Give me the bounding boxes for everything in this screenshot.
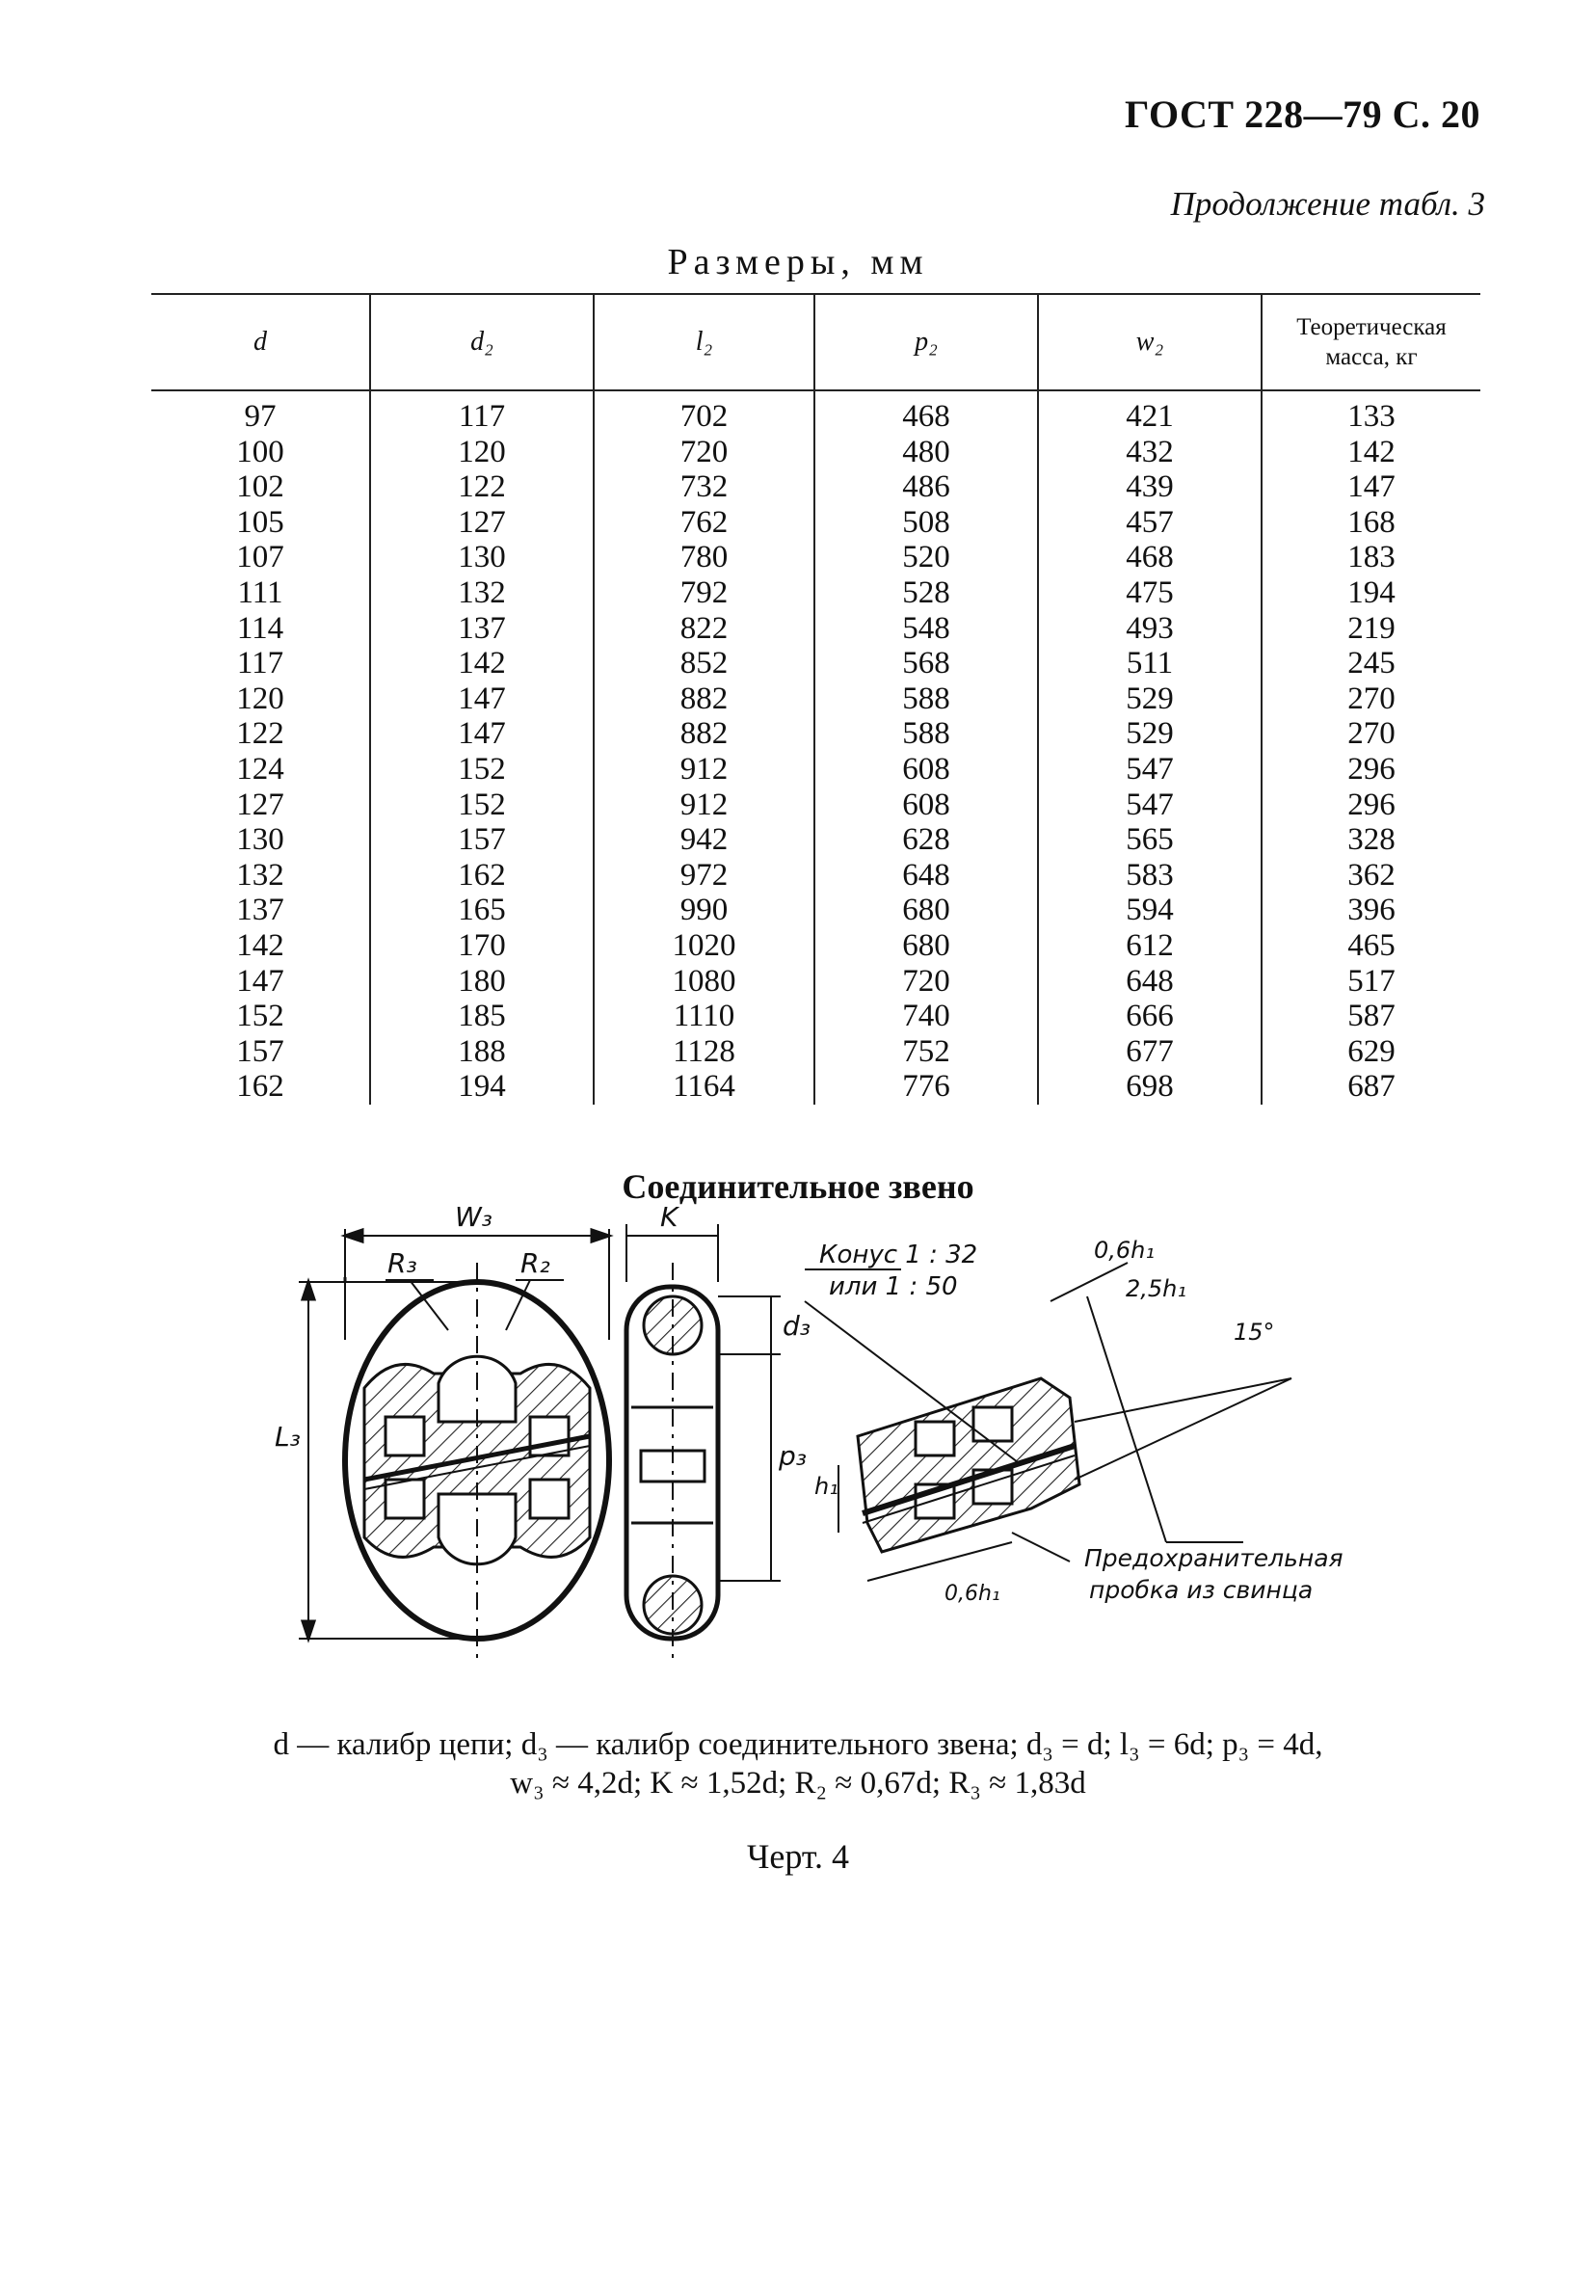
table-cell: 122 (236, 716, 284, 752)
table-cell: 583 (1038, 858, 1262, 894)
table-row (151, 858, 1480, 894)
table-cell: 680 (814, 893, 1038, 928)
table-row (151, 893, 1480, 928)
column-header-p2: p₂ (814, 294, 1038, 390)
table-cell: 130 (370, 540, 594, 575)
table-cell: 912 (594, 788, 814, 823)
table-row (151, 716, 1480, 752)
table-caption: Размеры, мм (667, 242, 929, 282)
label-06h1-bottom: 0,6h₁ (944, 1582, 1000, 1606)
table-cell: 612 (1038, 928, 1262, 964)
table-cell: 296 (1262, 788, 1480, 823)
table-cell: 882 (594, 681, 814, 717)
table-cell: 529 (1038, 716, 1262, 752)
column-header-mass: Теоретическая масса, кг (1262, 294, 1480, 390)
table-cell: 133 (1262, 390, 1480, 435)
table-cell: 608 (814, 752, 1038, 788)
table-cell: 362 (1262, 858, 1480, 894)
table-cell: 421 (1038, 390, 1262, 435)
table-cell: 608 (814, 788, 1038, 823)
table-cell: 142 (236, 927, 284, 963)
table-cell: 822 (594, 611, 814, 647)
table-cell: 1080 (594, 964, 814, 1000)
table-cell: 100 (236, 434, 284, 469)
table-cell: 107 (236, 540, 284, 575)
table-cell: 122 (370, 469, 594, 505)
table-cell: 972 (594, 858, 814, 894)
table-cell: 439 (1038, 469, 1262, 505)
table-cell: 152 (370, 752, 594, 788)
table-cell: 130 (236, 822, 284, 858)
table-cell: 1128 (594, 1034, 814, 1070)
table-row (151, 469, 1480, 505)
table-cell: 157 (236, 1033, 284, 1069)
table-cell: 882 (594, 716, 814, 752)
table-cell: 180 (370, 964, 594, 1000)
table-cell: 680 (814, 928, 1038, 964)
label-r3: R₃ (387, 1247, 417, 1279)
table-cell: 780 (594, 540, 814, 575)
table-row (151, 540, 1480, 575)
label-plug-line2: пробка из свинца (1089, 1576, 1314, 1604)
table-cell: 105 (236, 504, 284, 540)
label-w3: W₃ (455, 1201, 492, 1233)
figure-caption (0, 1725, 1596, 1802)
table-cell: 396 (1262, 893, 1480, 928)
table-header-row (151, 294, 1480, 390)
column-header-d2: d₂ (370, 294, 594, 390)
table-cell: 547 (1038, 788, 1262, 823)
table-cell: 147 (370, 681, 594, 717)
label-25h1: 2,5h₁ (1126, 1275, 1186, 1302)
table-cell: 127 (236, 787, 284, 822)
table-cell: 168 (1262, 505, 1480, 541)
table-cell: 588 (814, 681, 1038, 717)
table-row (151, 681, 1480, 717)
label-l3: L₃ (275, 1421, 301, 1453)
table-row (151, 575, 1480, 611)
document-code: ГОСТ 228—79 С. 20 (1124, 93, 1480, 136)
table-cell: 852 (594, 646, 814, 681)
table-cell: 432 (1038, 435, 1262, 470)
label-d3: d₃ (783, 1310, 811, 1342)
table-cell: 120 (370, 435, 594, 470)
table-cell: 529 (1038, 681, 1262, 717)
table-cell: 720 (594, 435, 814, 470)
table-cell: 1020 (594, 928, 814, 964)
label-plug-line1: Предохранительная (1084, 1544, 1343, 1572)
table-cell: 132 (236, 857, 284, 893)
table-cell: 270 (1262, 716, 1480, 752)
label-angle: 15° (1234, 1319, 1275, 1346)
table-row (151, 1069, 1480, 1105)
table-cell: 648 (814, 858, 1038, 894)
table-cell: 124 (236, 751, 284, 787)
table-cell: 468 (1038, 540, 1262, 575)
table-cell: 493 (1038, 611, 1262, 647)
table-row (151, 752, 1480, 788)
table-cell: 465 (1262, 928, 1480, 964)
table-cell: 508 (814, 505, 1038, 541)
table-cell: 990 (594, 893, 814, 928)
table-cell: 511 (1038, 646, 1262, 681)
table-cell: 687 (1262, 1069, 1480, 1105)
figure-number: Черт. 4 (747, 1837, 849, 1876)
label-k: K (660, 1201, 678, 1233)
link-front-view (299, 1229, 609, 1658)
table-cell: 732 (594, 469, 814, 505)
table-cell: 666 (1038, 999, 1262, 1034)
table-row (151, 999, 1480, 1034)
label-h1: h₁ (814, 1473, 838, 1500)
table-cell: 328 (1262, 822, 1480, 858)
table-cell: 111 (237, 574, 283, 610)
table-row (151, 646, 1480, 681)
table-cell: 517 (1262, 964, 1480, 1000)
table-cell: 547 (1038, 752, 1262, 788)
table-cell: 762 (594, 505, 814, 541)
table-cell: 942 (594, 822, 814, 858)
label-cone-alt: или 1 : 50 (829, 1272, 958, 1301)
table-body (151, 390, 1480, 1105)
table-cell: 147 (236, 963, 284, 999)
table-cell: 157 (370, 822, 594, 858)
link-side-view (626, 1224, 781, 1658)
table-cell: 587 (1262, 999, 1480, 1034)
table-cell: 102 (236, 469, 284, 505)
table-cell: 152 (370, 788, 594, 823)
table-cell: 468 (814, 390, 1038, 435)
table-cell: 127 (370, 505, 594, 541)
table-cell: 548 (814, 611, 1038, 647)
table-cell: 480 (814, 435, 1038, 470)
table-continuation-note: Продолжение табл. 3 (1170, 185, 1485, 223)
table-row (151, 1034, 1480, 1070)
table-cell: 588 (814, 716, 1038, 752)
table-row (151, 928, 1480, 964)
figure-title: Соединительное звено (622, 1167, 974, 1206)
table-cell: 912 (594, 752, 814, 788)
table-cell: 629 (1262, 1034, 1480, 1070)
label-cone: Конус 1 : 32 (819, 1241, 978, 1269)
table-cell: 117 (370, 390, 594, 435)
table-cell: 475 (1038, 575, 1262, 611)
table-cell: 142 (370, 646, 594, 681)
column-header-w2: w₂ (1038, 294, 1262, 390)
table-row (151, 390, 1480, 435)
table-cell: 486 (814, 469, 1038, 505)
caption-line-1: d — калибр цепи; d₃ — калибр соединительного звена; d₃ = d; l₃ = 6d; p₃ = 4d, (273, 1727, 1323, 1762)
table-cell: 296 (1262, 752, 1480, 788)
table-cell: 142 (1262, 435, 1480, 470)
table-row (151, 611, 1480, 647)
table-cell: 194 (1262, 575, 1480, 611)
table-cell: 117 (236, 646, 284, 681)
table-cell: 270 (1262, 681, 1480, 717)
table-cell: 698 (1038, 1069, 1262, 1105)
table-cell: 1110 (594, 999, 814, 1034)
table-cell: 720 (814, 964, 1038, 1000)
dimensions-table (151, 293, 1480, 1105)
table-cell: 568 (814, 646, 1038, 681)
table-cell: 194 (370, 1069, 594, 1105)
table-cell: 165 (370, 893, 594, 928)
table-cell: 219 (1262, 611, 1480, 647)
table-cell: 97 (244, 399, 277, 434)
column-header-d: d (151, 294, 370, 390)
caption-line-2: w₃ ≈ 4,2d; K ≈ 1,52d; R₂ ≈ 0,67d; R₃ ≈ 1,83d (510, 1766, 1086, 1801)
table-cell: 147 (1262, 469, 1480, 505)
table-cell: 565 (1038, 822, 1262, 858)
table-cell: 702 (594, 390, 814, 435)
table-cell: 677 (1038, 1034, 1262, 1070)
table-cell: 152 (236, 999, 284, 1034)
table-cell: 740 (814, 999, 1038, 1034)
lock-section-detail (805, 1263, 1291, 1581)
table-cell: 648 (1038, 964, 1262, 1000)
table-cell: 188 (370, 1034, 594, 1070)
table-cell: 776 (814, 1069, 1038, 1105)
column-header-l2: l₂ (594, 294, 814, 390)
table-row (151, 788, 1480, 823)
table-cell: 132 (370, 575, 594, 611)
table-cell: 457 (1038, 505, 1262, 541)
table-cell: 183 (1262, 540, 1480, 575)
table-cell: 120 (236, 681, 284, 716)
table-cell: 1164 (594, 1069, 814, 1105)
table-cell: 185 (370, 999, 594, 1034)
table-cell: 245 (1262, 646, 1480, 681)
table-cell: 137 (370, 611, 594, 647)
table-cell: 162 (236, 1069, 284, 1105)
table-cell: 147 (370, 716, 594, 752)
table-cell: 114 (236, 610, 284, 646)
label-r2: R₂ (520, 1247, 550, 1279)
table-cell: 528 (814, 575, 1038, 611)
table-cell: 520 (814, 540, 1038, 575)
label-p3: p₃ (779, 1440, 807, 1472)
table-cell: 752 (814, 1034, 1038, 1070)
table-row (151, 822, 1480, 858)
table-cell: 792 (594, 575, 814, 611)
table-cell: 162 (370, 858, 594, 894)
table-row (151, 435, 1480, 470)
table-cell: 137 (236, 893, 284, 928)
connecting-link-drawing (275, 1201, 1369, 1696)
table-cell: 594 (1038, 893, 1262, 928)
label-06h1-top: 0,6h₁ (1094, 1237, 1155, 1264)
table-cell: 170 (370, 928, 594, 964)
table-row (151, 505, 1480, 541)
table-cell: 628 (814, 822, 1038, 858)
table-row (151, 964, 1480, 1000)
